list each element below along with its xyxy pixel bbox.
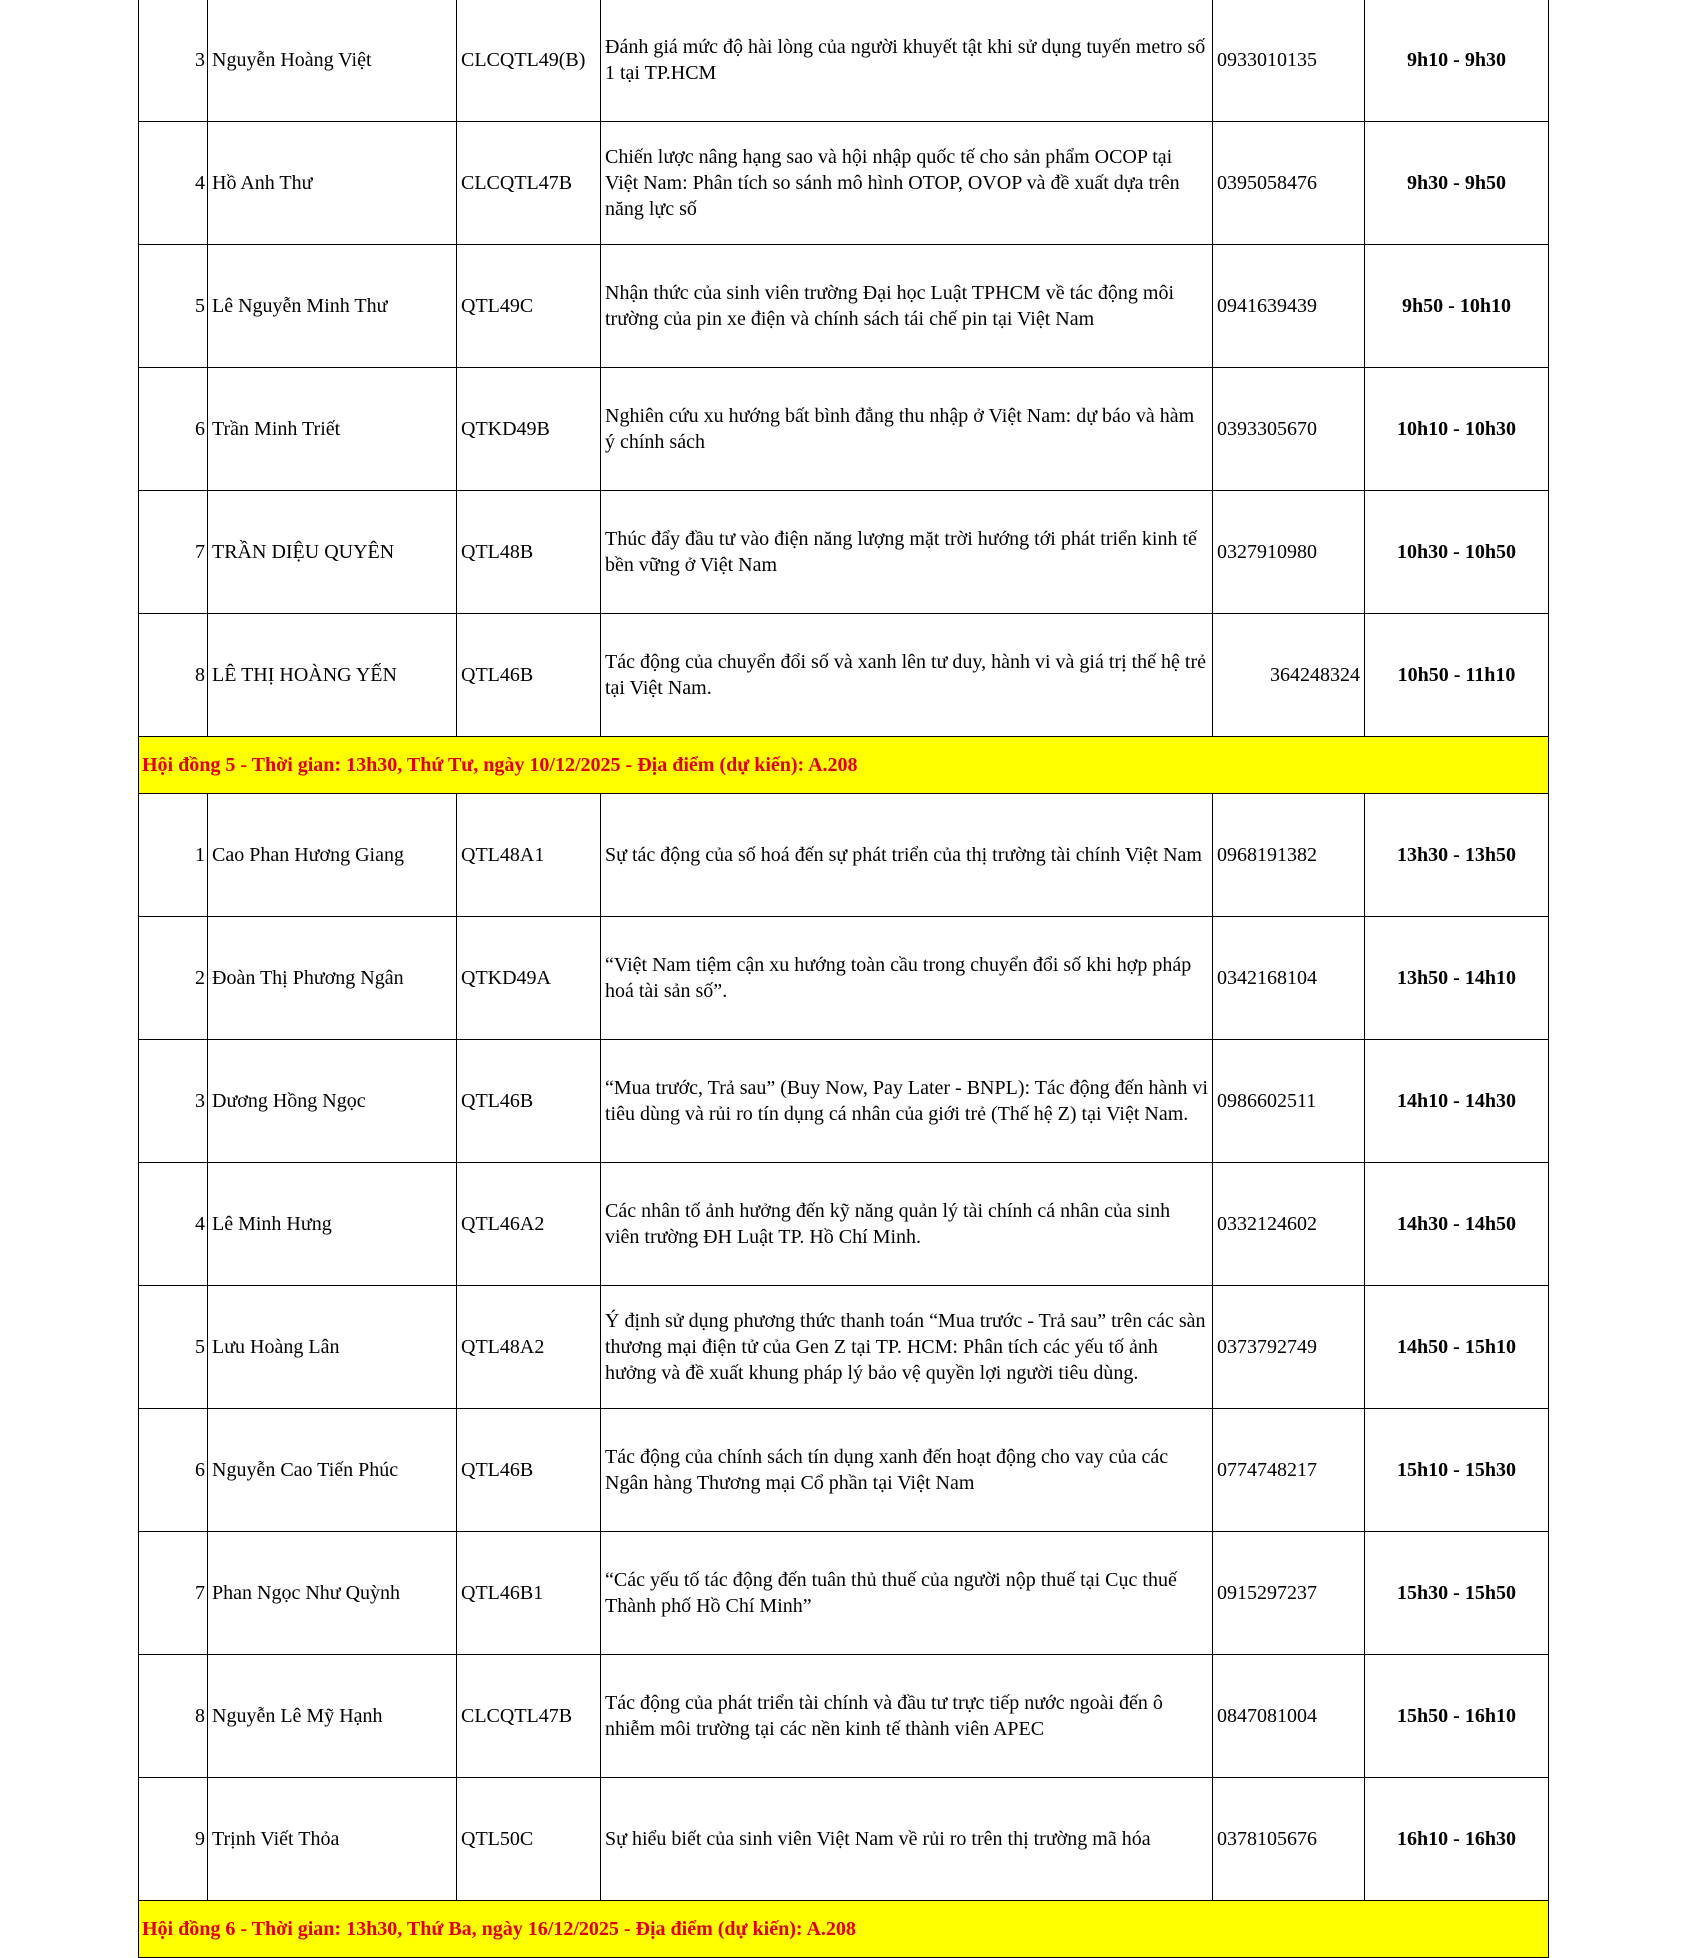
time-slot: 10h50 - 11h10 bbox=[1365, 614, 1549, 737]
phone-number: 0378105676 bbox=[1213, 1778, 1365, 1901]
time-slot: 15h30 - 15h50 bbox=[1365, 1532, 1549, 1655]
research-topic: Ý định sử dụng phương thức thanh toán “Mua trước - Trả sau” trên các sàn thương mại điện tử của Gen Z tại TP. HCM: Phân tích các yếu tố ảnh hưởng và đề xuất khung pháp lý bảo vệ quyền lợi người tiêu dùng. bbox=[601, 1286, 1213, 1409]
student-name: Nguyễn Cao Tiến Phúc bbox=[208, 1409, 457, 1532]
time-slot: 15h10 - 15h30 bbox=[1365, 1409, 1549, 1532]
time-slot: 14h50 - 15h10 bbox=[1365, 1286, 1549, 1409]
student-name: Trịnh Viết Thỏa bbox=[208, 1778, 457, 1901]
time-slot: 10h10 - 10h30 bbox=[1365, 368, 1549, 491]
table-row bbox=[139, 491, 1549, 614]
row-number: 4 bbox=[139, 1163, 208, 1286]
row-number: 9 bbox=[139, 1778, 208, 1901]
class-code: QTL46A2 bbox=[457, 1163, 601, 1286]
table-row bbox=[139, 1409, 1549, 1532]
research-topic: Sự tác động của số hoá đến sự phát triển của thị trường tài chính Việt Nam bbox=[601, 794, 1213, 917]
row-number: 6 bbox=[139, 368, 208, 491]
student-name: Cao Phan Hương Giang bbox=[208, 794, 457, 917]
research-topic: Tác động của phát triển tài chính và đầu tư trực tiếp nước ngoài đến ô nhiễm môi trường tại các nền kinh tế thành viên APEC bbox=[601, 1655, 1213, 1778]
row-number: 4 bbox=[139, 122, 208, 245]
table-row bbox=[139, 1286, 1549, 1409]
research-topic: Thúc đẩy đầu tư vào điện năng lượng mặt trời hướng tới phát triển kinh tế bền vững ở Việt Nam bbox=[601, 491, 1213, 614]
row-number: 3 bbox=[139, 0, 208, 122]
time-slot: 9h30 - 9h50 bbox=[1365, 122, 1549, 245]
row-number: 8 bbox=[139, 614, 208, 737]
phone-number: 0332124602 bbox=[1213, 1163, 1365, 1286]
class-code: QTL46B1 bbox=[457, 1532, 601, 1655]
phone-number: 0941639439 bbox=[1213, 245, 1365, 368]
schedule-body bbox=[139, 0, 1549, 1958]
class-code: QTL46B bbox=[457, 1040, 601, 1163]
time-slot: 9h10 - 9h30 bbox=[1365, 0, 1549, 122]
table-row bbox=[139, 1040, 1549, 1163]
time-slot: 13h30 - 13h50 bbox=[1365, 794, 1549, 917]
phone-number: 0847081004 bbox=[1213, 1655, 1365, 1778]
phone-number: 0774748217 bbox=[1213, 1409, 1365, 1532]
class-code: CLCQTL47B bbox=[457, 122, 601, 245]
phone-number: 0373792749 bbox=[1213, 1286, 1365, 1409]
table-row bbox=[139, 122, 1549, 245]
student-name: TRẦN DIỆU QUYÊN bbox=[208, 491, 457, 614]
student-name: LÊ THỊ HOÀNG YẾN bbox=[208, 614, 457, 737]
class-code: QTL48A2 bbox=[457, 1286, 601, 1409]
research-topic: Chiến lược nâng hạng sao và hội nhập quốc tế cho sản phẩm OCOP tại Việt Nam: Phân tích so sánh mô hình OTOP, OVOP và đề xuất dựa trên năng lực số bbox=[601, 122, 1213, 245]
table-row bbox=[139, 1778, 1549, 1901]
student-name: Đoàn Thị Phương Ngân bbox=[208, 917, 457, 1040]
phone-number: 0986602511 bbox=[1213, 1040, 1365, 1163]
research-topic: Nghiên cứu xu hướng bất bình đẳng thu nhập ở Việt Nam: dự báo và hàm ý chính sách bbox=[601, 368, 1213, 491]
row-number: 7 bbox=[139, 1532, 208, 1655]
row-number: 5 bbox=[139, 245, 208, 368]
row-number: 7 bbox=[139, 491, 208, 614]
student-name: Hồ Anh Thư bbox=[208, 122, 457, 245]
table-row bbox=[139, 245, 1549, 368]
class-code: CLCQTL47B bbox=[457, 1655, 601, 1778]
time-slot: 14h10 - 14h30 bbox=[1365, 1040, 1549, 1163]
table-row bbox=[139, 1532, 1549, 1655]
student-name: Trần Minh Triết bbox=[208, 368, 457, 491]
row-number: 8 bbox=[139, 1655, 208, 1778]
time-slot: 16h10 - 16h30 bbox=[1365, 1778, 1549, 1901]
phone-number: 0327910980 bbox=[1213, 491, 1365, 614]
time-slot: 10h30 - 10h50 bbox=[1365, 491, 1549, 614]
student-name: Nguyễn Hoàng Việt bbox=[208, 0, 457, 122]
council-6-header bbox=[139, 1901, 1549, 1958]
table-row bbox=[139, 794, 1549, 917]
schedule-table bbox=[138, 0, 1549, 1958]
student-name: Nguyễn Lê Mỹ Hạnh bbox=[208, 1655, 457, 1778]
phone-number: 364248324 bbox=[1213, 614, 1365, 737]
time-slot: 15h50 - 16h10 bbox=[1365, 1655, 1549, 1778]
class-code: QTKD49A bbox=[457, 917, 601, 1040]
research-topic: Nhận thức của sinh viên trường Đại học Luật TPHCM về tác động môi trường của pin xe điện và chính sách tái chế pin tại Việt Nam bbox=[601, 245, 1213, 368]
research-topic: Đánh giá mức độ hài lòng của người khuyết tật khi sử dụng tuyến metro số 1 tại TP.HCM bbox=[601, 0, 1213, 122]
phone-number: 0968191382 bbox=[1213, 794, 1365, 917]
table-row bbox=[139, 1163, 1549, 1286]
research-topic: Tác động của chính sách tín dụng xanh đến hoạt động cho vay của các Ngân hàng Thương mại Cổ phần tại Việt Nam bbox=[601, 1409, 1213, 1532]
phone-number: 0393305670 bbox=[1213, 368, 1365, 491]
table-row bbox=[139, 0, 1549, 122]
table-row bbox=[139, 368, 1549, 491]
research-topic: Sự hiểu biết của sinh viên Việt Nam về rủi ro trên thị trường mã hóa bbox=[601, 1778, 1213, 1901]
time-slot: 14h30 - 14h50 bbox=[1365, 1163, 1549, 1286]
time-slot: 13h50 - 14h10 bbox=[1365, 917, 1549, 1040]
research-topic: “Các yếu tố tác động đến tuân thủ thuế của người nộp thuế tại Cục thuế Thành phố Hồ Chí Minh” bbox=[601, 1532, 1213, 1655]
student-name: Phan Ngọc Như Quỳnh bbox=[208, 1532, 457, 1655]
table-row bbox=[139, 917, 1549, 1040]
class-code: QTL48B bbox=[457, 491, 601, 614]
class-code: QTL46B bbox=[457, 614, 601, 737]
research-topic: “Việt Nam tiệm cận xu hướng toàn cầu trong chuyển đổi số khi hợp pháp hoá tài sản số”. bbox=[601, 917, 1213, 1040]
student-name: Lưu Hoàng Lân bbox=[208, 1286, 457, 1409]
table-row bbox=[139, 614, 1549, 737]
class-code: QTL50C bbox=[457, 1778, 601, 1901]
student-name: Lê Nguyễn Minh Thư bbox=[208, 245, 457, 368]
row-number: 5 bbox=[139, 1286, 208, 1409]
phone-number: 0395058476 bbox=[1213, 122, 1365, 245]
row-number: 3 bbox=[139, 1040, 208, 1163]
research-topic: Tác động của chuyển đổi số và xanh lên tư duy, hành vi và giá trị thế hệ trẻ tại Việt Nam. bbox=[601, 614, 1213, 737]
table-row bbox=[139, 1655, 1549, 1778]
class-code: CLCQTL49(B) bbox=[457, 0, 601, 122]
student-name: Dương Hồng Ngọc bbox=[208, 1040, 457, 1163]
row-number: 2 bbox=[139, 917, 208, 1040]
phone-number: 0342168104 bbox=[1213, 917, 1365, 1040]
council-title: Hội đồng 6 - Thời gian: 13h30, Thứ Ba, ngày 16/12/2025 - Địa điểm (dự kiến): A.208 bbox=[139, 1901, 1549, 1958]
phone-number: 0915297237 bbox=[1213, 1532, 1365, 1655]
class-code: QTL48A1 bbox=[457, 794, 601, 917]
council-title: Hội đồng 5 - Thời gian: 13h30, Thứ Tư, ngày 10/12/2025 - Địa điểm (dự kiến): A.208 bbox=[139, 737, 1549, 794]
research-topic: “Mua trước, Trả sau” (Buy Now, Pay Later - BNPL): Tác động đến hành vi tiêu dùng và rủi ro tín dụng cá nhân của giới trẻ (Thế hệ Z) tại Việt Nam. bbox=[601, 1040, 1213, 1163]
phone-number: 0933010135 bbox=[1213, 0, 1365, 122]
research-topic: Các nhân tố ảnh hưởng đến kỹ năng quản lý tài chính cá nhân của sinh viên trường ĐH Luật TP. Hồ Chí Minh. bbox=[601, 1163, 1213, 1286]
class-code: QTKD49B bbox=[457, 368, 601, 491]
time-slot: 9h50 - 10h10 bbox=[1365, 245, 1549, 368]
row-number: 1 bbox=[139, 794, 208, 917]
student-name: Lê Minh Hưng bbox=[208, 1163, 457, 1286]
council-5-header bbox=[139, 737, 1549, 794]
class-code: QTL46B bbox=[457, 1409, 601, 1532]
class-code: QTL49C bbox=[457, 245, 601, 368]
row-number: 6 bbox=[139, 1409, 208, 1532]
